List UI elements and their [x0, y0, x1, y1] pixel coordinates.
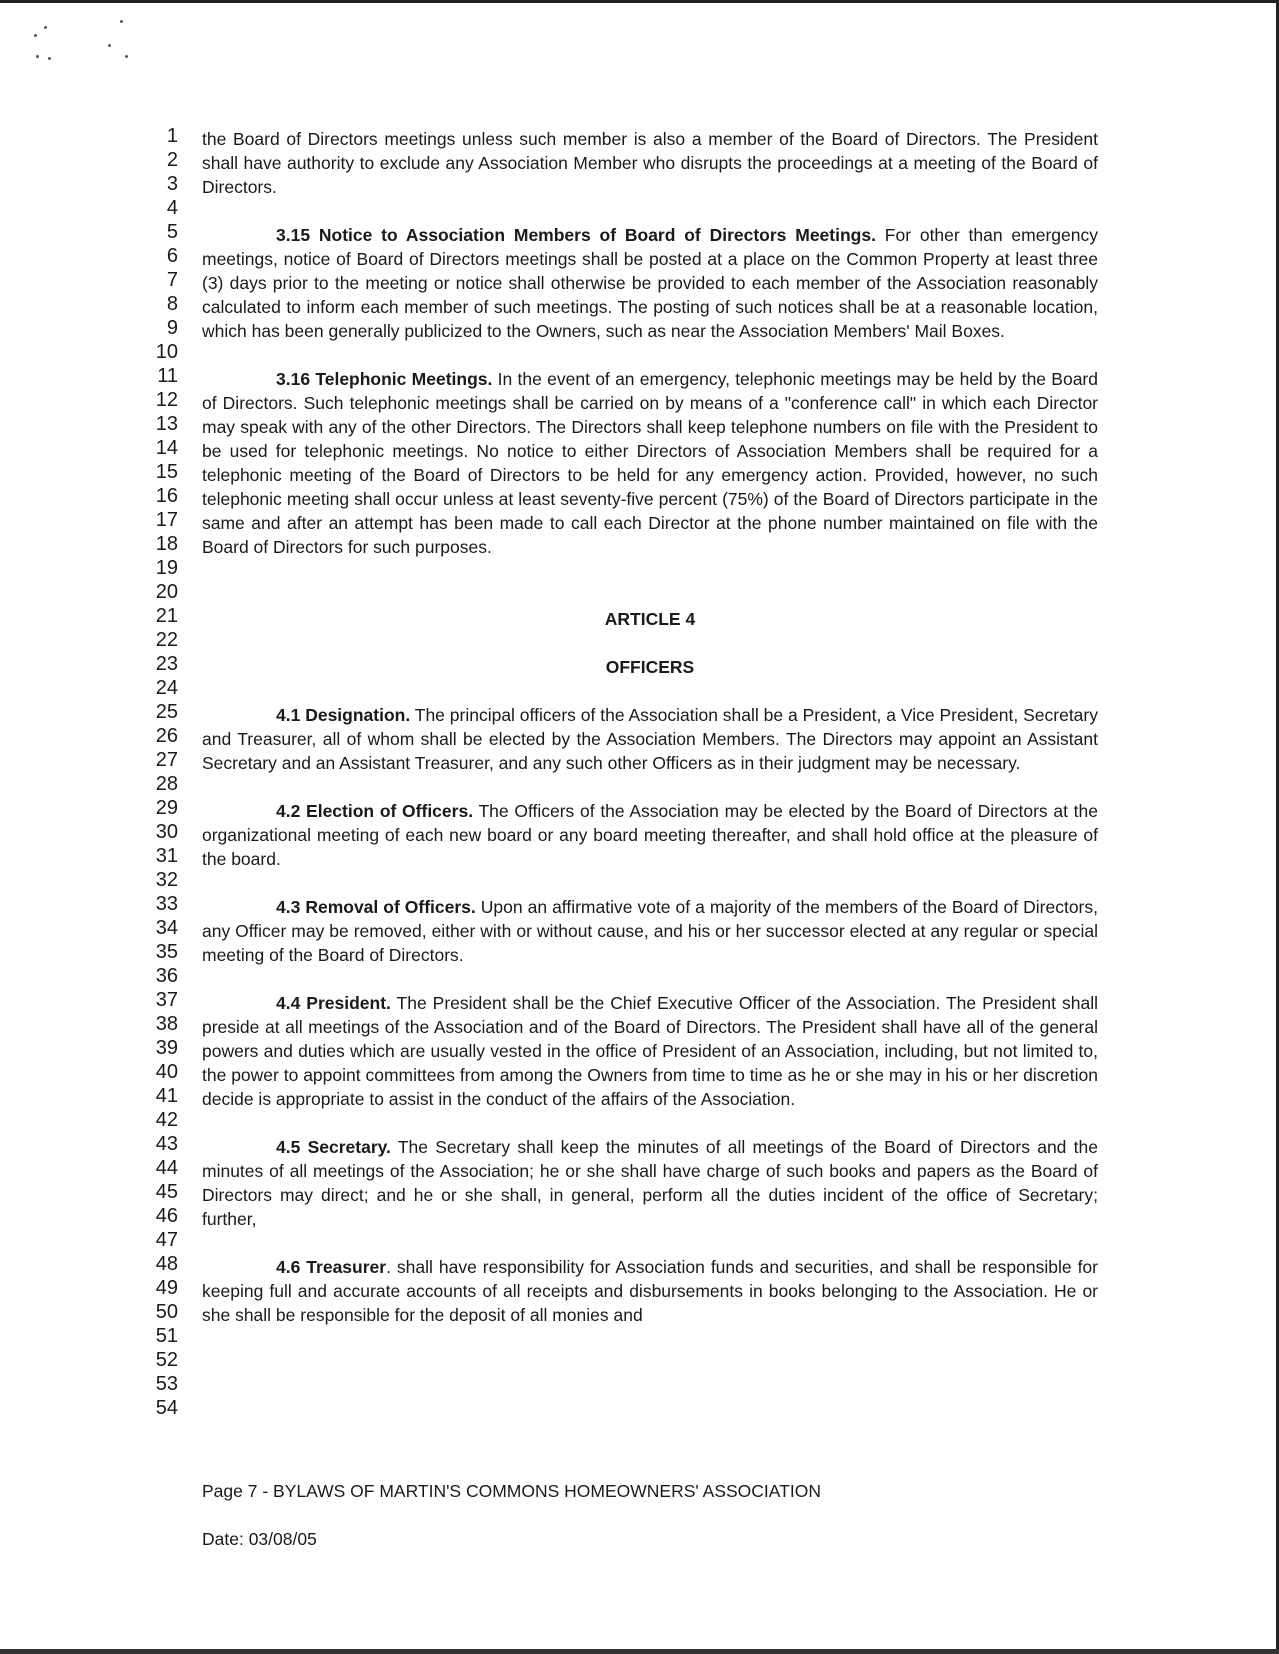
line-number: 50 [155, 1301, 178, 1323]
section-4-5 [202, 1135, 1098, 1231]
section-heading: 4.2 Election of Officers. [276, 801, 474, 821]
section-heading: 4.1 Designation. [276, 705, 411, 725]
article-number: ARTICLE 4 [604, 609, 696, 629]
line-number: 36 [155, 965, 178, 987]
line-number: 52 [155, 1349, 178, 1371]
line-number: 2 [166, 149, 178, 171]
line-number: 13 [155, 413, 178, 435]
line-number: 9 [166, 317, 178, 339]
section-heading: 3.16 Telephonic Meetings. [276, 369, 493, 389]
scan-speck [36, 55, 39, 58]
scan-speck [48, 57, 51, 60]
scan-edge-bottom [0, 1649, 1279, 1654]
line-number: 37 [155, 989, 178, 1011]
line-number: 6 [166, 245, 178, 267]
section-3-16 [202, 367, 1098, 559]
line-number: 26 [155, 725, 178, 747]
line-number: 35 [155, 941, 178, 963]
section-text: The President shall be the Chief Executive Officer of the Association. The President shall preside at all meetings of the Association and of the Board of Directors. The President shall have all of the general powers and duties which are usually vested in the office of President of an Association, including, but not limited to, the power to appoint committees from among the Owners from time to time as he or she may in his or her discretion decide is appropriate to assist in the conduct of the affairs of the Association. [202, 993, 1098, 1109]
section-4-6 [202, 1255, 1098, 1327]
line-number: 11 [157, 365, 178, 387]
line-number: 53 [155, 1373, 178, 1395]
scan-speck [44, 26, 47, 29]
line-number: 43 [155, 1133, 178, 1155]
section-4-3 [202, 895, 1098, 967]
scan-speck [108, 44, 111, 47]
line-number: 22 [155, 629, 178, 651]
section-heading: 4.3 Removal of Officers. [276, 897, 476, 917]
line-number: 34 [155, 917, 178, 939]
section-text: Upon an affirmative vote of a majority of the members of the Board of Directors, any Officer may be removed, either with or without cause, and his or her successor elected at any regular or special meeting of the Board of Directors. [202, 897, 1098, 965]
section-text: The Secretary shall keep the minutes of all meetings of the Board of Directors and the minutes of all meetings of the Association; he or she shall have charge of such books and papers as the Board of Directors may direct; and he or she shall, in general, perform all the duties incident of the office of Secretary; further, [202, 1137, 1098, 1229]
line-number: 33 [155, 893, 178, 915]
line-number: 30 [155, 821, 178, 843]
line-number: 25 [155, 701, 178, 723]
line-number: 27 [155, 749, 178, 771]
section-4-1 [202, 703, 1098, 775]
scan-speck [34, 34, 37, 37]
section-3-15 [202, 223, 1098, 343]
line-number: 45 [155, 1181, 178, 1203]
line-number: 40 [155, 1061, 178, 1083]
line-number: 42 [155, 1109, 178, 1131]
line-number: 48 [155, 1253, 178, 1275]
line-number: 1 [166, 125, 178, 147]
line-number: 18 [155, 533, 178, 555]
line-number: 41 [155, 1085, 178, 1107]
line-number: 51 [155, 1325, 178, 1347]
section-text: The Officers of the Association may be elected by the Board of Directors at the organizational meeting of each new board or any board meeting thereafter, and shall hold office at the pleasure of the board. [202, 801, 1098, 869]
line-number: 38 [155, 1013, 178, 1035]
page-date: Date: 03/08/05 [202, 1529, 317, 1549]
line-number: 44 [155, 1157, 178, 1179]
line-number: 49 [155, 1277, 178, 1299]
line-number: 28 [155, 773, 178, 795]
line-number: 15 [155, 461, 178, 483]
line-number: 5 [166, 221, 178, 243]
section-heading: 3.15 Notice to Association Members of Board of Directors Meetings. [276, 225, 876, 245]
section-heading: 4.6 Treasurer [276, 1257, 387, 1277]
line-number: 19 [155, 557, 178, 579]
section-4-4 [202, 991, 1098, 1111]
line-number: 39 [155, 1037, 178, 1059]
section-text: For other than emergency meetings, notice of Board of Directors meetings shall be posted at a place on the Common Property at least three (3) days prior to the meeting or notice shall otherwise be provided to each member of the Association reasonably calculated to inform each member of such meetings. The posting of such notices shall be at a reasonable location, which has been generally publicized to the Owners, such as near the Association Members' Mail Boxes. [202, 225, 1098, 341]
section-4-2 [202, 799, 1098, 871]
line-number: 24 [155, 677, 178, 699]
line-number: 14 [155, 437, 178, 459]
scan-edge-top [0, 0, 1279, 3]
line-number: 4 [166, 197, 178, 219]
line-number: 29 [155, 797, 178, 819]
line-number: 31 [155, 845, 178, 867]
line-number: 10 [155, 341, 178, 363]
line-number: 8 [166, 293, 178, 315]
line-number: 47 [155, 1229, 178, 1251]
line-number: 21 [155, 605, 178, 627]
line-number-column [120, 124, 178, 1420]
section-text: In the event of an emergency, telephonic meetings may be held by the Board of Directors. Such telephonic meetings shall be carried on by means of a "conference call" in which each Director may speak with any of the other Directors. The Directors shall keep telephone numbers on file with the President to be used for telephonic meetings. No notice to either Directors of Association Members shall be required for a telephonic meeting of the Board of Directors to be held for any emergency action. Provided, however, no such telephonic meeting shall occur unless at least seventy-five percent (75%) of the Board of Directors participate in the same and after an attempt has been made to call each Director at the phone number maintained on file with the Board of Directors for such purposes. [202, 369, 1098, 557]
page-footer: Page 7 - BYLAWS OF MARTIN'S COMMONS HOMEOWNERS' ASSOCIATION [202, 1481, 821, 1501]
line-number: 54 [155, 1397, 178, 1419]
line-number: 46 [155, 1205, 178, 1227]
article-title: OFFICERS [605, 657, 695, 677]
section-text: . shall have responsibility for Association funds and securities, and shall be responsible for keeping full and accurate accounts of all receipts and disbursements in books belonging to the Association. He or she shall be responsible for the deposit of all monies and [202, 1257, 1098, 1325]
paragraph-intro: the Board of Directors meetings unless such member is also a member of the Board of Directors. The President shall have authority to exclude any Association Member who disrupts the proceedings at a meeting of the Board of Directors. [202, 129, 1098, 197]
line-number: 12 [155, 389, 178, 411]
scan-speck [125, 55, 128, 58]
section-heading: 4.5 Secretary. [276, 1137, 391, 1157]
document-body [202, 127, 1098, 1327]
line-number: 7 [166, 269, 178, 291]
line-number: 17 [155, 509, 178, 531]
section-text: The principal officers of the Association shall be a President, a Vice President, Secretary and Treasurer, all of whom shall be elected by the Association Members. The Directors may appoint an Assistant Secretary and an Assistant Treasurer, and any such other Officers as in their judgment may be necessary. [202, 705, 1098, 773]
line-number: 32 [155, 869, 178, 891]
section-heading: 4.4 President. [276, 993, 391, 1013]
line-number: 3 [166, 173, 178, 195]
line-number: 16 [155, 485, 178, 507]
line-number: 20 [155, 581, 178, 603]
scan-speck [120, 20, 123, 23]
line-number: 23 [155, 653, 178, 675]
